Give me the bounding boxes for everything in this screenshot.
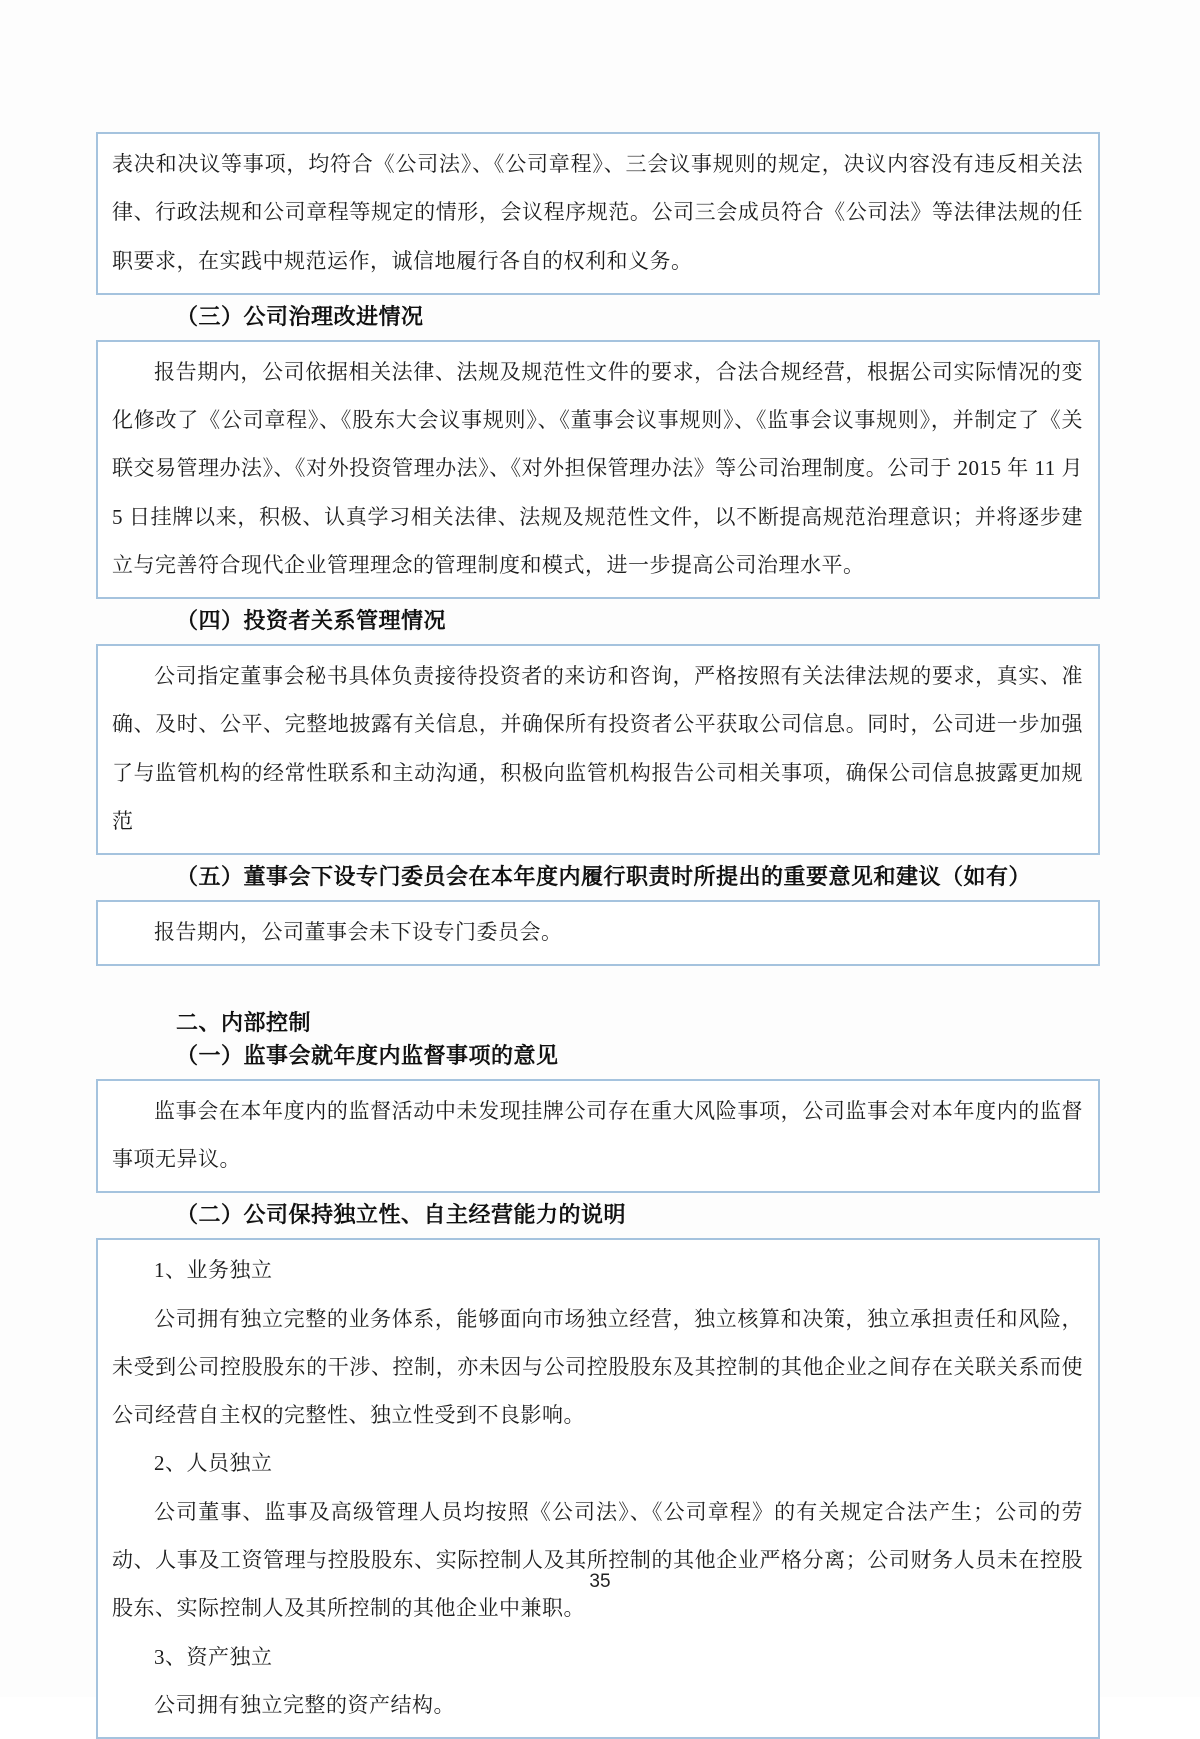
governance-improvement-box: [96, 340, 1100, 599]
three-meetings-compliance-paragraph: 表决和决议等事项，均符合《公司法》、《公司章程》、三会议事规则的规定，决议内容没有违反相关法律、行政法规和公司章程等规定的情形，会议程序规范。公司三会成员符合《公司法》等法律法规的任职要求，在实践中规范运作，诚信地履行各自的权利和义务。: [112, 152, 1083, 273]
supervisory-opinion-box: [96, 1079, 1100, 1194]
independence-box: [96, 1238, 1100, 1739]
three-meetings-compliance-box: [96, 132, 1100, 295]
independence-item1-title: 1、业务独立: [154, 1258, 273, 1283]
independence-item3-title: 3、资产独立: [154, 1644, 273, 1669]
investor-relations-paragraph: 公司指定董事会秘书具体负责接待投资者的来访和咨询，严格按照有关法律法规的要求，真实、准确、及时、公平、完整地披露有关信息，并确保所有投资者公平获取公司信息。同时，公司进一步加强了与监管机构的经常性联系和主动沟通，积极向监管机构报告公司相关事项，确保公司信息披露更加规范: [112, 663, 1083, 833]
governance-improvement-paragraph: 报告期内，公司依据相关法律、法规及规范性文件的要求，合法合规经营，根据公司实际情况的变化修改了《公司章程》、《股东大会议事规则》、《董事会议事规则》、《监事会议事规则》，并制定了《关联交易管理办法》、《对外投资管理办法》、《对外担保管理办法》等公司治理制度。公司于 2015 年 11 月 5 日挂牌以来，积极、认真学习相关法律、法规及规范性文件，以不断提高规范治理意识；并将逐步建立与完善符合现代企业管理理念的管理制度和模式，进一步提高公司治理水平。: [112, 359, 1083, 577]
heading-governance-improvement: （三）公司治理改进情况: [176, 303, 424, 329]
page-number: 35: [589, 1571, 611, 1592]
heading-independence: （二）公司保持独立性、自主经营能力的说明: [176, 1202, 627, 1228]
heading-supervisory-opinion: （一）监事会就年度内监督事项的意见: [176, 1043, 559, 1069]
independence-item3-text: 公司拥有独立完整的资产结构。: [154, 1692, 455, 1717]
heading-special-committees: （五）董事会下设专门委员会在本年度内履行职责时所提出的重要意见和建议（如有）: [176, 864, 1032, 890]
investor-relations-box: [96, 644, 1100, 855]
independence-item2-title: 2、人员独立: [154, 1451, 273, 1476]
special-committees-box: [96, 900, 1100, 966]
special-committees-paragraph: 报告期内，公司董事会未下设专门委员会。: [154, 919, 563, 944]
independence-item2-text: 公司董事、监事及高级管理人员均按照《公司法》、《公司章程》的有关规定合法产生；公司的劳动、人事及工资管理与控股股东、实际控制人及其所控制的其他企业严格分离；公司财务人员未在控股股东、实际控制人及其所控制的其他企业中兼职。: [112, 1499, 1083, 1621]
independence-item1-text: 公司拥有独立完整的业务体系，能够面向市场独立经营，独立核算和决策，独立承担责任和风险，未受到公司控股股东的干涉、控制，亦未因与公司控股股东及其控制的其他企业之间存在关联关系而使公司经营自主权的完整性、独立性受到不良影响。: [112, 1306, 1083, 1428]
heading-investor-relations: （四）投资者关系管理情况: [176, 608, 447, 634]
heading-internal-control: 二、内部控制: [176, 1010, 312, 1036]
supervisory-opinion-paragraph: 监事会在本年度内的监督活动中未发现挂牌公司存在重大风险事项，公司监事会对本年度内的监督事项无异议。: [112, 1098, 1083, 1172]
